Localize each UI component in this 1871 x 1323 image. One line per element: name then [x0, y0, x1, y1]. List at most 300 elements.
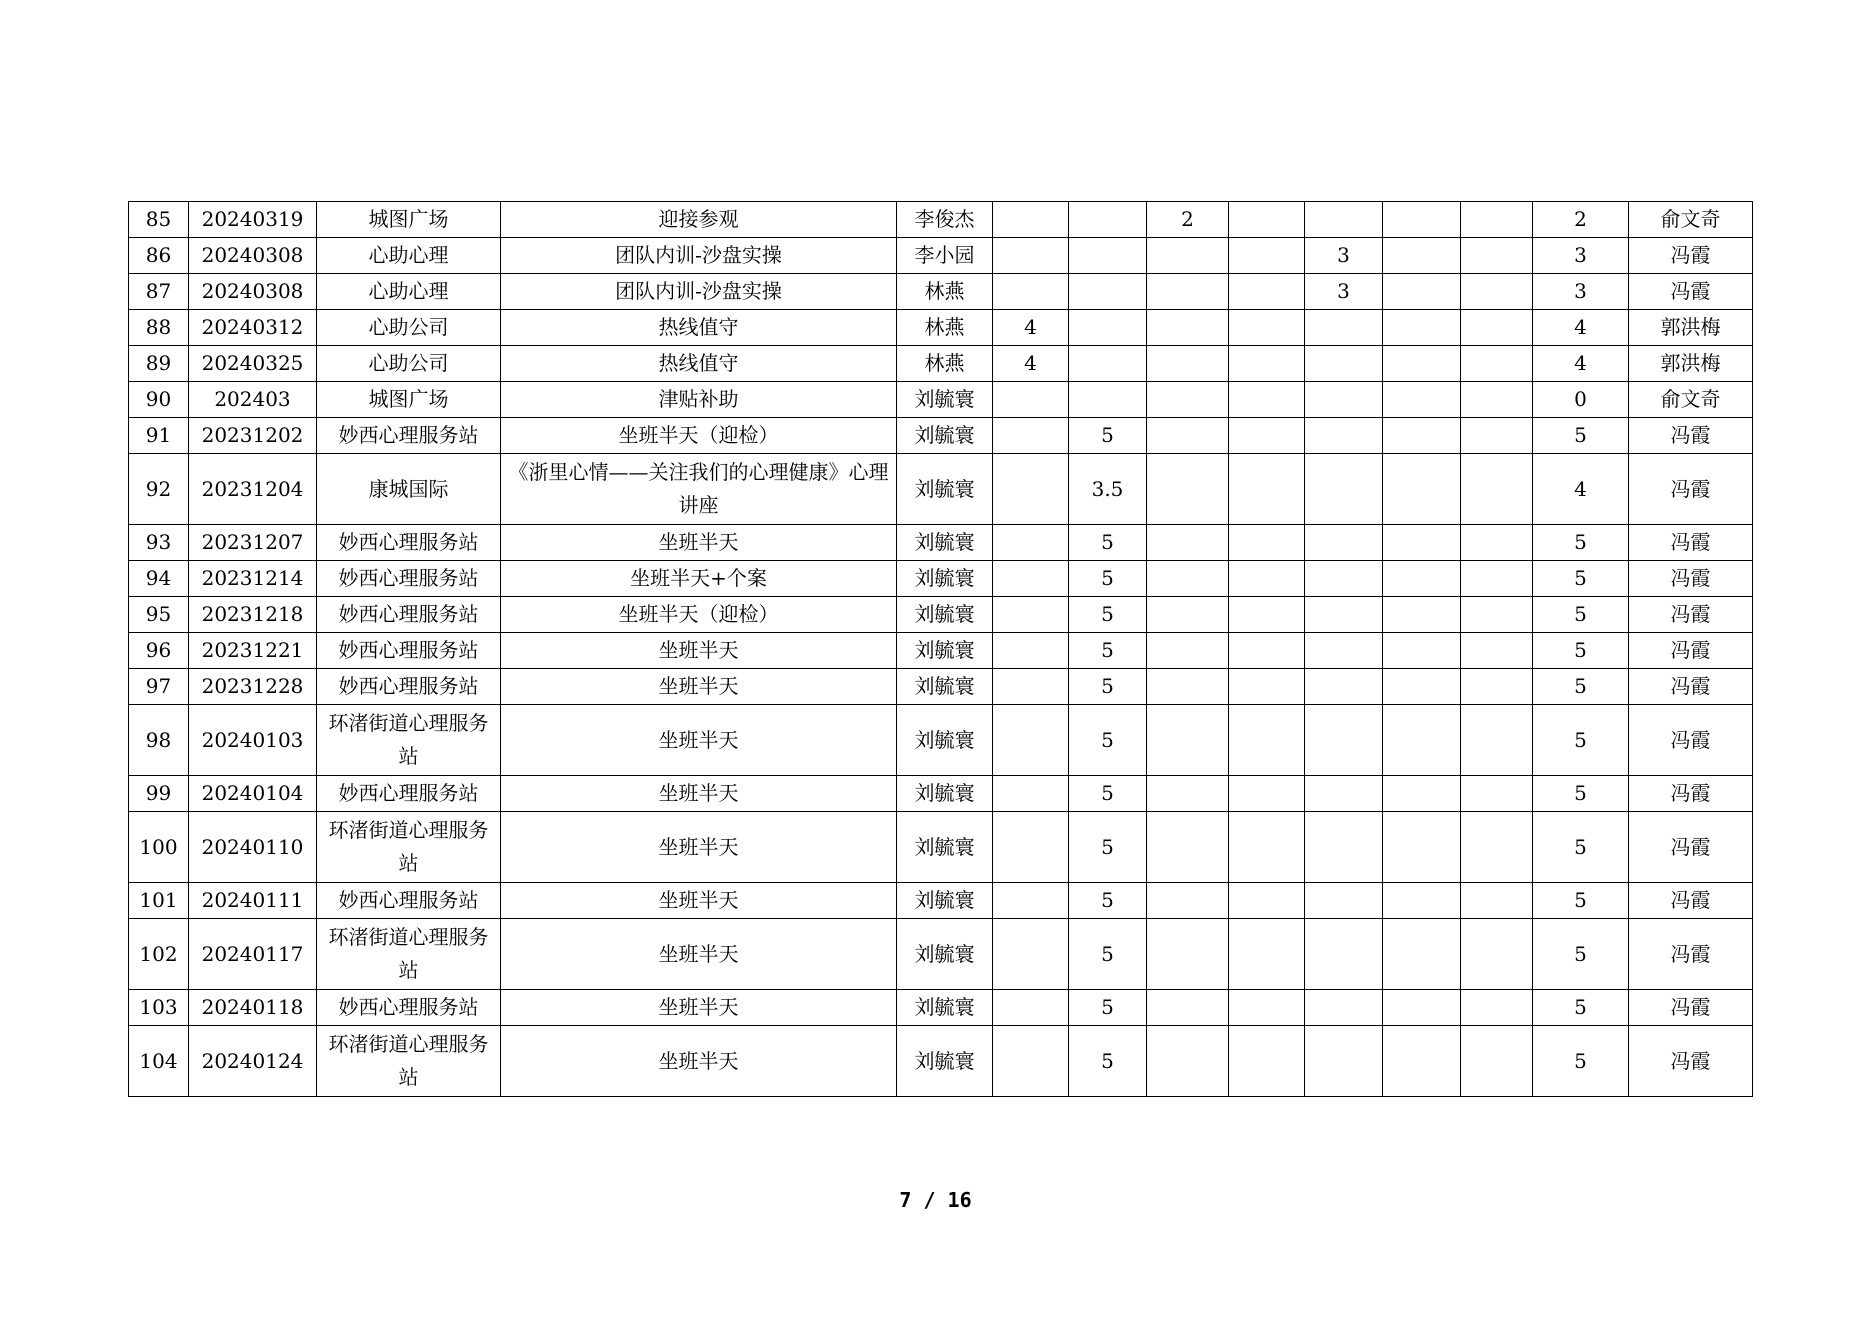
hours-col-7-cell [1461, 669, 1533, 705]
table-row [129, 633, 1753, 669]
hours-col-3-cell [1147, 597, 1229, 633]
hours-col-1-cell [993, 454, 1069, 525]
hours-col-6-cell [1383, 883, 1461, 919]
hours-col-5-cell [1305, 597, 1383, 633]
hours-col-7-cell [1461, 346, 1533, 382]
hours-col-3-cell [1147, 812, 1229, 883]
hours-col-1-cell [993, 812, 1069, 883]
person-cell: 刘毓寰 [897, 597, 993, 633]
row-number-cell: 86 [129, 238, 189, 274]
hours-col-6-cell [1383, 525, 1461, 561]
total-hours-cell: 5 [1533, 561, 1629, 597]
total-hours-cell: 5 [1533, 633, 1629, 669]
hours-col-3-cell [1147, 705, 1229, 776]
hours-col-6-cell [1383, 238, 1461, 274]
row-number-cell: 89 [129, 346, 189, 382]
hours-col-4-cell [1229, 310, 1305, 346]
location-cell: 环渚街道心理服务站 [317, 1026, 501, 1097]
hours-col-6-cell [1383, 202, 1461, 238]
hours-col-3-cell [1147, 238, 1229, 274]
date-cell: 20240103 [189, 705, 317, 776]
hours-col-7-cell [1461, 812, 1533, 883]
activity-cell: 坐班半天 [501, 525, 897, 561]
hours-col-2-cell: 5 [1069, 1026, 1147, 1097]
date-cell: 20240319 [189, 202, 317, 238]
activity-cell: 坐班半天 [501, 919, 897, 990]
date-cell: 20231204 [189, 454, 317, 525]
hours-col-4-cell [1229, 202, 1305, 238]
hours-col-2-cell: 5 [1069, 919, 1147, 990]
hours-col-2-cell: 5 [1069, 633, 1147, 669]
location-cell: 妙西心理服务站 [317, 597, 501, 633]
table-row [129, 597, 1753, 633]
hours-col-2-cell [1069, 202, 1147, 238]
table-body [129, 202, 1753, 1097]
hours-col-5-cell: 3 [1305, 274, 1383, 310]
location-cell: 心助公司 [317, 346, 501, 382]
hours-col-2-cell: 5 [1069, 990, 1147, 1026]
total-hours-cell: 5 [1533, 525, 1629, 561]
hours-col-2-cell: 5 [1069, 776, 1147, 812]
hours-col-5-cell [1305, 310, 1383, 346]
hours-col-3-cell [1147, 633, 1229, 669]
hours-col-5-cell [1305, 776, 1383, 812]
hours-col-4-cell [1229, 919, 1305, 990]
activity-cell: 坐班半天 [501, 776, 897, 812]
activity-cell: 坐班半天 [501, 633, 897, 669]
date-cell: 20240117 [189, 919, 317, 990]
hours-col-6-cell [1383, 561, 1461, 597]
hours-col-7-cell [1461, 990, 1533, 1026]
total-hours-cell: 5 [1533, 418, 1629, 454]
page-number: 7 / 16 [899, 1188, 972, 1212]
hours-col-5-cell [1305, 990, 1383, 1026]
person-cell: 刘毓寰 [897, 525, 993, 561]
hours-col-1-cell [993, 238, 1069, 274]
hours-col-1-cell [993, 525, 1069, 561]
date-cell: 20240325 [189, 346, 317, 382]
hours-col-1-cell [993, 561, 1069, 597]
location-cell: 妙西心理服务站 [317, 418, 501, 454]
row-number-cell: 94 [129, 561, 189, 597]
table-row [129, 1026, 1753, 1097]
total-hours-cell: 4 [1533, 346, 1629, 382]
hours-col-7-cell [1461, 525, 1533, 561]
hours-col-6-cell [1383, 669, 1461, 705]
table-row [129, 418, 1753, 454]
location-cell: 环渚街道心理服务站 [317, 919, 501, 990]
hours-col-2-cell: 5 [1069, 812, 1147, 883]
hours-col-6-cell [1383, 418, 1461, 454]
reviewer-cell: 郭洪梅 [1629, 346, 1753, 382]
hours-col-1-cell [993, 1026, 1069, 1097]
hours-col-1-cell [993, 705, 1069, 776]
hours-col-2-cell [1069, 346, 1147, 382]
hours-col-7-cell [1461, 561, 1533, 597]
reviewer-cell: 俞文奇 [1629, 382, 1753, 418]
hours-col-1-cell [993, 382, 1069, 418]
row-number-cell: 87 [129, 274, 189, 310]
row-number-cell: 92 [129, 454, 189, 525]
date-cell: 20231218 [189, 597, 317, 633]
hours-col-4-cell [1229, 525, 1305, 561]
date-cell: 20240312 [189, 310, 317, 346]
row-number-cell: 104 [129, 1026, 189, 1097]
activity-cell: 热线值守 [501, 310, 897, 346]
location-cell: 心助心理 [317, 238, 501, 274]
row-number-cell: 90 [129, 382, 189, 418]
date-cell: 20240308 [189, 274, 317, 310]
hours-col-5-cell [1305, 812, 1383, 883]
total-hours-cell: 5 [1533, 1026, 1629, 1097]
person-cell: 李俊杰 [897, 202, 993, 238]
table-row [129, 202, 1753, 238]
reviewer-cell: 冯霞 [1629, 1026, 1753, 1097]
activity-cell: 坐班半天+个案 [501, 561, 897, 597]
row-number-cell: 97 [129, 669, 189, 705]
location-cell: 城图广场 [317, 202, 501, 238]
hours-col-2-cell: 5 [1069, 883, 1147, 919]
date-cell: 20240118 [189, 990, 317, 1026]
table-row [129, 990, 1753, 1026]
hours-col-3-cell [1147, 310, 1229, 346]
person-cell: 刘毓寰 [897, 919, 993, 990]
hours-col-7-cell [1461, 919, 1533, 990]
activity-cell: 坐班半天 [501, 1026, 897, 1097]
total-hours-cell: 0 [1533, 382, 1629, 418]
hours-col-1-cell [993, 990, 1069, 1026]
location-cell: 环渚街道心理服务站 [317, 705, 501, 776]
hours-col-4-cell [1229, 382, 1305, 418]
row-number-cell: 101 [129, 883, 189, 919]
location-cell: 妙西心理服务站 [317, 883, 501, 919]
activity-cell: 坐班半天 [501, 812, 897, 883]
hours-col-6-cell [1383, 705, 1461, 776]
hours-col-1-cell [993, 919, 1069, 990]
person-cell: 刘毓寰 [897, 883, 993, 919]
table-row [129, 669, 1753, 705]
total-hours-cell: 5 [1533, 669, 1629, 705]
hours-col-3-cell [1147, 382, 1229, 418]
person-cell: 林燕 [897, 346, 993, 382]
hours-col-3-cell [1147, 561, 1229, 597]
hours-col-1-cell [993, 669, 1069, 705]
hours-col-2-cell [1069, 238, 1147, 274]
table-row [129, 561, 1753, 597]
row-number-cell: 91 [129, 418, 189, 454]
hours-col-6-cell [1383, 990, 1461, 1026]
records-table [128, 201, 1753, 1097]
reviewer-cell: 冯霞 [1629, 274, 1753, 310]
person-cell: 刘毓寰 [897, 561, 993, 597]
person-cell: 刘毓寰 [897, 812, 993, 883]
table-row [129, 812, 1753, 883]
row-number-cell: 102 [129, 919, 189, 990]
hours-col-7-cell [1461, 238, 1533, 274]
hours-col-4-cell [1229, 669, 1305, 705]
hours-col-4-cell [1229, 883, 1305, 919]
hours-col-2-cell: 5 [1069, 705, 1147, 776]
hours-col-2-cell [1069, 274, 1147, 310]
hours-col-5-cell [1305, 454, 1383, 525]
reviewer-cell: 冯霞 [1629, 238, 1753, 274]
hours-col-4-cell [1229, 776, 1305, 812]
reviewer-cell: 冯霞 [1629, 561, 1753, 597]
date-cell: 20231214 [189, 561, 317, 597]
activity-cell: 团队内训-沙盘实操 [501, 274, 897, 310]
activity-cell: 坐班半天 [501, 883, 897, 919]
person-cell: 刘毓寰 [897, 705, 993, 776]
hours-col-1-cell: 4 [993, 310, 1069, 346]
table-row [129, 919, 1753, 990]
person-cell: 林燕 [897, 274, 993, 310]
hours-col-3-cell: 2 [1147, 202, 1229, 238]
hours-col-2-cell: 5 [1069, 597, 1147, 633]
reviewer-cell: 俞文奇 [1629, 202, 1753, 238]
person-cell: 刘毓寰 [897, 776, 993, 812]
reviewer-cell: 冯霞 [1629, 919, 1753, 990]
hours-col-1-cell [993, 883, 1069, 919]
person-cell: 林燕 [897, 310, 993, 346]
hours-col-5-cell [1305, 669, 1383, 705]
activity-cell: 坐班半天（迎检） [501, 418, 897, 454]
hours-col-7-cell [1461, 454, 1533, 525]
activity-cell: 津贴补助 [501, 382, 897, 418]
hours-col-2-cell: 5 [1069, 669, 1147, 705]
hours-col-5-cell [1305, 705, 1383, 776]
total-hours-cell: 5 [1533, 919, 1629, 990]
date-cell: 20231228 [189, 669, 317, 705]
hours-col-3-cell [1147, 418, 1229, 454]
hours-col-4-cell [1229, 597, 1305, 633]
hours-col-5-cell [1305, 633, 1383, 669]
hours-col-5-cell [1305, 883, 1383, 919]
hours-col-6-cell [1383, 454, 1461, 525]
hours-col-4-cell [1229, 274, 1305, 310]
hours-col-6-cell [1383, 274, 1461, 310]
date-cell: 202403 [189, 382, 317, 418]
date-cell: 20240111 [189, 883, 317, 919]
location-cell: 妙西心理服务站 [317, 633, 501, 669]
hours-col-3-cell [1147, 525, 1229, 561]
hours-col-2-cell [1069, 310, 1147, 346]
date-cell: 20240308 [189, 238, 317, 274]
table-row [129, 274, 1753, 310]
location-cell: 心助心理 [317, 274, 501, 310]
activity-cell: 迎接参观 [501, 202, 897, 238]
hours-col-5-cell [1305, 1026, 1383, 1097]
hours-col-7-cell [1461, 202, 1533, 238]
hours-col-1-cell [993, 274, 1069, 310]
hours-col-4-cell [1229, 238, 1305, 274]
reviewer-cell: 冯霞 [1629, 883, 1753, 919]
hours-col-7-cell [1461, 883, 1533, 919]
activity-cell: 坐班半天 [501, 705, 897, 776]
hours-col-3-cell [1147, 776, 1229, 812]
activity-cell: 坐班半天（迎检） [501, 597, 897, 633]
location-cell: 妙西心理服务站 [317, 561, 501, 597]
table-row [129, 525, 1753, 561]
date-cell: 20231207 [189, 525, 317, 561]
hours-col-1-cell [993, 633, 1069, 669]
total-hours-cell: 2 [1533, 202, 1629, 238]
activity-cell: 《浙里心情——关注我们的心理健康》心理讲座 [501, 454, 897, 525]
date-cell: 20240124 [189, 1026, 317, 1097]
date-cell: 20231221 [189, 633, 317, 669]
table-row [129, 310, 1753, 346]
hours-col-7-cell [1461, 310, 1533, 346]
hours-col-6-cell [1383, 633, 1461, 669]
reviewer-cell: 冯霞 [1629, 669, 1753, 705]
row-number-cell: 95 [129, 597, 189, 633]
reviewer-cell: 冯霞 [1629, 597, 1753, 633]
hours-col-1-cell [993, 418, 1069, 454]
hours-col-3-cell [1147, 669, 1229, 705]
hours-col-5-cell [1305, 525, 1383, 561]
hours-col-4-cell [1229, 561, 1305, 597]
activity-cell: 坐班半天 [501, 669, 897, 705]
hours-col-1-cell: 4 [993, 346, 1069, 382]
person-cell: 刘毓寰 [897, 669, 993, 705]
reviewer-cell: 冯霞 [1629, 454, 1753, 525]
location-cell: 城图广场 [317, 382, 501, 418]
table-row [129, 454, 1753, 525]
hours-col-6-cell [1383, 1026, 1461, 1097]
hours-col-6-cell [1383, 919, 1461, 990]
row-number-cell: 103 [129, 990, 189, 1026]
hours-col-1-cell [993, 776, 1069, 812]
hours-col-7-cell [1461, 776, 1533, 812]
person-cell: 刘毓寰 [897, 633, 993, 669]
person-cell: 刘毓寰 [897, 382, 993, 418]
total-hours-cell: 5 [1533, 776, 1629, 812]
table-row [129, 776, 1753, 812]
hours-col-6-cell [1383, 346, 1461, 382]
row-number-cell: 93 [129, 525, 189, 561]
hours-col-5-cell: 3 [1305, 238, 1383, 274]
total-hours-cell: 5 [1533, 883, 1629, 919]
table-row [129, 705, 1753, 776]
total-hours-cell: 3 [1533, 274, 1629, 310]
hours-col-4-cell [1229, 346, 1305, 382]
hours-col-7-cell [1461, 1026, 1533, 1097]
total-hours-cell: 4 [1533, 454, 1629, 525]
hours-col-2-cell: 3.5 [1069, 454, 1147, 525]
total-hours-cell: 5 [1533, 705, 1629, 776]
person-cell: 刘毓寰 [897, 418, 993, 454]
hours-col-2-cell: 5 [1069, 561, 1147, 597]
hours-col-7-cell [1461, 633, 1533, 669]
reviewer-cell: 冯霞 [1629, 418, 1753, 454]
hours-col-4-cell [1229, 990, 1305, 1026]
row-number-cell: 96 [129, 633, 189, 669]
hours-col-3-cell [1147, 919, 1229, 990]
table-row [129, 883, 1753, 919]
hours-col-7-cell [1461, 597, 1533, 633]
hours-col-3-cell [1147, 274, 1229, 310]
table-row [129, 346, 1753, 382]
total-hours-cell: 3 [1533, 238, 1629, 274]
location-cell: 妙西心理服务站 [317, 525, 501, 561]
activity-cell: 热线值守 [501, 346, 897, 382]
hours-col-4-cell [1229, 1026, 1305, 1097]
person-cell: 刘毓寰 [897, 454, 993, 525]
hours-col-6-cell [1383, 382, 1461, 418]
location-cell: 妙西心理服务站 [317, 669, 501, 705]
hours-col-3-cell [1147, 346, 1229, 382]
person-cell: 李小园 [897, 238, 993, 274]
hours-col-2-cell: 5 [1069, 418, 1147, 454]
hours-col-4-cell [1229, 454, 1305, 525]
hours-col-6-cell [1383, 812, 1461, 883]
table-row [129, 382, 1753, 418]
hours-col-3-cell [1147, 883, 1229, 919]
total-hours-cell: 5 [1533, 597, 1629, 633]
reviewer-cell: 冯霞 [1629, 812, 1753, 883]
row-number-cell: 100 [129, 812, 189, 883]
reviewer-cell: 冯霞 [1629, 633, 1753, 669]
reviewer-cell: 冯霞 [1629, 705, 1753, 776]
hours-col-7-cell [1461, 382, 1533, 418]
hours-col-3-cell [1147, 454, 1229, 525]
hours-col-4-cell [1229, 633, 1305, 669]
hours-col-5-cell [1305, 418, 1383, 454]
hours-col-7-cell [1461, 274, 1533, 310]
location-cell: 妙西心理服务站 [317, 990, 501, 1026]
hours-col-5-cell [1305, 919, 1383, 990]
location-cell: 心助公司 [317, 310, 501, 346]
hours-col-5-cell [1305, 382, 1383, 418]
row-number-cell: 85 [129, 202, 189, 238]
hours-col-3-cell [1147, 990, 1229, 1026]
total-hours-cell: 5 [1533, 812, 1629, 883]
hours-col-5-cell [1305, 346, 1383, 382]
row-number-cell: 98 [129, 705, 189, 776]
reviewer-cell: 冯霞 [1629, 990, 1753, 1026]
hours-col-5-cell [1305, 202, 1383, 238]
person-cell: 刘毓寰 [897, 1026, 993, 1097]
location-cell: 妙西心理服务站 [317, 776, 501, 812]
table-row [129, 238, 1753, 274]
row-number-cell: 88 [129, 310, 189, 346]
date-cell: 20240104 [189, 776, 317, 812]
hours-col-4-cell [1229, 418, 1305, 454]
hours-col-3-cell [1147, 1026, 1229, 1097]
location-cell: 环渚街道心理服务站 [317, 812, 501, 883]
hours-col-6-cell [1383, 597, 1461, 633]
person-cell: 刘毓寰 [897, 990, 993, 1026]
hours-col-1-cell [993, 202, 1069, 238]
date-cell: 20240110 [189, 812, 317, 883]
reviewer-cell: 冯霞 [1629, 525, 1753, 561]
reviewer-cell: 郭洪梅 [1629, 310, 1753, 346]
hours-col-4-cell [1229, 705, 1305, 776]
total-hours-cell: 5 [1533, 990, 1629, 1026]
hours-col-7-cell [1461, 705, 1533, 776]
hours-col-7-cell [1461, 418, 1533, 454]
reviewer-cell: 冯霞 [1629, 776, 1753, 812]
row-number-cell: 99 [129, 776, 189, 812]
hours-col-2-cell: 5 [1069, 525, 1147, 561]
total-hours-cell: 4 [1533, 310, 1629, 346]
hours-col-6-cell [1383, 776, 1461, 812]
activity-cell: 坐班半天 [501, 990, 897, 1026]
date-cell: 20231202 [189, 418, 317, 454]
hours-col-4-cell [1229, 812, 1305, 883]
hours-col-6-cell [1383, 310, 1461, 346]
activity-cell: 团队内训-沙盘实操 [501, 238, 897, 274]
hours-col-5-cell [1305, 561, 1383, 597]
